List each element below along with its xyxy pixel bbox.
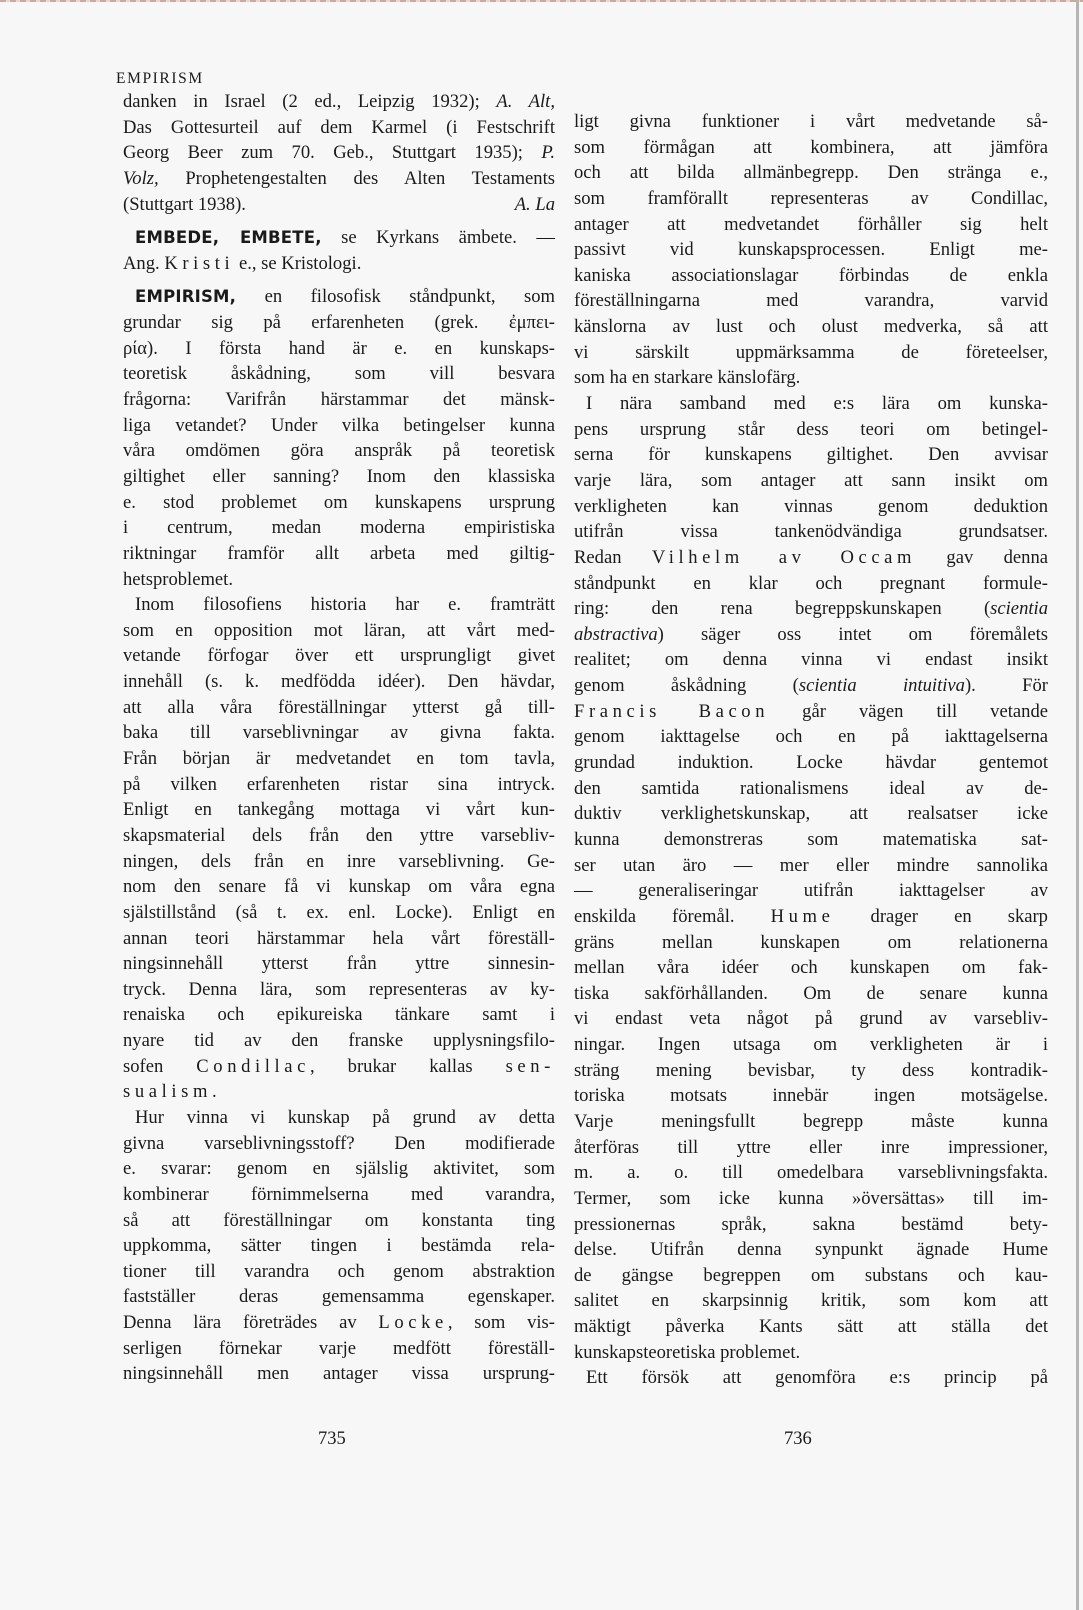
text-line: serligen förnekar varje medfött föreställ- — [123, 1337, 555, 1359]
text-line: tioner till varandra och genom abstraktion — [123, 1260, 555, 1282]
text-line: sträng mening bevisbar, ty dess kontradik- — [574, 1059, 1048, 1081]
text-line: nom den senare få vi kunskap om våra egna — [123, 876, 555, 898]
text-line: kombinerar förnimmelserna med varandra, — [123, 1183, 555, 1205]
text-line: ningen, dels från en inre varseblivning. Ge- — [123, 850, 555, 872]
text-line: kaniska associationslagar förbindas de enkla — [574, 264, 1048, 286]
text-line: ligt givna funktioner i vårt medvetande så- — [574, 111, 1048, 132]
text-line: skapsmaterial dels från den yttre varsebliv- — [123, 824, 555, 846]
text-line: ser utan äro — mer eller mindre sannolika — [574, 854, 1048, 876]
text-line: genom iakttagelse och en på iakttagelserna — [574, 726, 1048, 748]
text-line: e. svarar: genom en själslig aktivitet, som — [123, 1158, 555, 1180]
text-line: EMBEDE, EMBETE, se Kyrkans ämbete. — — [135, 227, 555, 249]
entry-empirism — [123, 284, 555, 1387]
text-line: passivt vid kunskapsprocessen. Enligt me- — [574, 239, 1048, 261]
text-line: sofen Condillac, brukar kallas sen- — [123, 1055, 555, 1077]
text-line: som ha en starkare känslofärg. — [574, 367, 801, 389]
text-line: ståndpunkt en klar och pregnant formule- — [574, 572, 1048, 594]
text-line: EMPIRISM, en filosofisk ståndpunkt, som — [135, 286, 555, 308]
text-line: sualism. — [123, 1081, 217, 1103]
text-line: känslorna av lust och olust medverka, så att — [574, 316, 1048, 338]
text-line: kunskapsteoretiska problemet. — [574, 1341, 801, 1363]
text-line: våra omdömen göra anspråk på teoretisk — [123, 440, 555, 462]
text-line: genom åskådning (scientia intuitiva). För — [574, 675, 1048, 697]
text-line: serna för kunskapens giltighet. Den avvisar — [574, 444, 1048, 466]
headword: EMPIRISM, — [135, 287, 237, 307]
text-line: abstractiva) säger oss intet om föremålets — [574, 623, 1048, 645]
text-line: delse. Utifrån denna synpunkt ägnade Hume — [574, 1239, 1048, 1261]
text-line: Termer, som icke kunna »översättas» till im- — [574, 1187, 1048, 1209]
page-right-edge — [1076, 0, 1079, 1610]
text-line: kunna demonstreras som matematiska sat- — [574, 828, 1048, 850]
text-line: nyare tid av den franske upplysningsfilo- — [123, 1030, 555, 1052]
text-line: liga vetandet? Under vilka betingelser kunna — [123, 414, 555, 436]
reference-block — [123, 89, 555, 217]
text-line: Volz, Prophetengestalten des Alten Testaments — [123, 167, 555, 189]
text-line: mäktigt påverka Kants sätt att ställa det — [574, 1316, 1048, 1338]
text-line: I nära samband med e:s lära om kunska- — [586, 393, 1048, 415]
text-line: pressionernas språk, sakna bestämd bety- — [574, 1213, 1048, 1235]
text-line: verkligheten kan vinnas genom deduktion — [574, 495, 1048, 517]
text-line: tryck. Denna lära, som representeras av ky- — [123, 978, 555, 1000]
text-line: annan teori härstammar hela vårt föreställ- — [123, 927, 555, 949]
page-number-left: 735 — [318, 1429, 346, 1449]
text-line: utifrån vissa tankenödvändiga grundsatser. — [574, 521, 1048, 543]
text-line: mellan våra idéer och kunskapen om fak- — [574, 957, 1048, 979]
text-line: ningar. Ingen utsaga om verkligheten är i — [574, 1034, 1048, 1056]
text-line: frågorna: Varifrån härstammar det mänsk- — [123, 389, 555, 411]
text-line: hetsproblemet. — [123, 568, 233, 590]
text-line: Denna lära företrädes av Locke, som vis- — [123, 1312, 555, 1334]
page-number-right: 736 — [784, 1429, 812, 1449]
text-line: själstillstånd (så t. ex. enl. Locke). Enligt en — [123, 901, 555, 923]
text-line: ring: den rena begreppskunskapen (scientia — [574, 598, 1048, 620]
text-line: Georg Beer zum 70. Geb., Stuttgart 1935); P. — [123, 142, 555, 164]
text-line: baka till varseblivningar av givna fakta. — [123, 722, 555, 744]
text-line: Ett försök att genomföra e:s princip på — [586, 1367, 1048, 1389]
running-head: EMPIRISM — [116, 70, 204, 87]
text-line: Inom filosofiens historia har e. framträtt — [135, 594, 555, 616]
text-line: som en opposition mot läran, att vårt med- — [123, 619, 555, 641]
text-line: Francis Bacon går vägen till vetande — [574, 700, 1048, 722]
text-line: m. a. o. till omedelbara varseblivningsfakta. — [574, 1162, 1048, 1184]
text-line: e. stod problemet om kunskapens ursprung — [123, 491, 555, 513]
text-line: så att föreställningar om konstanta ting — [123, 1209, 555, 1231]
text-line: toriska motsats innebär ingen motsägelse. — [574, 1085, 1048, 1107]
text-line: pens ursprung står dess teori om betingel- — [574, 418, 1048, 440]
text-line: realitet; om denna vinna vi endast insikt — [574, 649, 1048, 671]
text-line: den samtida rationalismens ideal av de- — [574, 777, 1048, 799]
text-line: fastställer deras gemensamma egenskaper. — [123, 1286, 555, 1308]
text-line: giltighet eller sanning? Inom den klassiska — [123, 465, 555, 487]
text-line: ningsinnehåll ytterst från yttre sinnesin- — [123, 953, 555, 975]
text-line: givna varseblivningsstoff? Den modifierade — [123, 1132, 555, 1154]
text-line: gräns mellan kunskapen om relationerna — [574, 931, 1048, 953]
text-line: i centrum, medan moderna empiristiska — [123, 517, 555, 539]
text-line: Varje meningsfullt begrepp måste kunna — [574, 1110, 1048, 1132]
right-column — [574, 109, 1048, 1391]
text-line: på vilken erfarenheten ristar sina intryck. — [123, 773, 555, 795]
text-line: vi särskilt uppmärksamma de företeelser, — [574, 341, 1048, 363]
text-line: ρία). I första hand är e. en kunskaps- — [123, 337, 555, 359]
text-line: och att bilda allmänbegrepp. Den stränga e., — [574, 162, 1048, 184]
text-line: grundar sig på erfarenheten (grek. ἐμπει- — [123, 312, 555, 334]
text-line: renaiska och epikureiska tänkare samt i — [123, 1004, 555, 1026]
headword: EMBEDE, EMBETE, — [135, 228, 322, 248]
left-column — [123, 89, 555, 1387]
text-line: som framförallt representeras av Condillac, — [574, 187, 1048, 209]
text-line: riktningar framför allt arbeta med giltig- — [123, 542, 555, 564]
entry-embede — [123, 225, 555, 276]
text-line: ningsinnehåll men antager vissa ursprung- — [123, 1363, 555, 1385]
text-line: teoretisk åskådning, som vill besvara — [123, 363, 555, 385]
text-line: vetande förfogar över ett ursprungligt givet — [123, 645, 555, 667]
text-line: Enligt en tankegång mottaga vi vårt kun- — [123, 799, 555, 821]
text-line: uppkomma, sätter tingen i bestämda rela- — [123, 1235, 555, 1257]
text-line: att alla våra föreställningar ytterst gå till- — [123, 696, 555, 718]
text-line: innehåll (s. k. medfödda idéer). Den hävdar, — [123, 671, 555, 693]
page-top-edge — [0, 0, 1083, 2]
text-line: föreställningarna med varandra, varvid — [574, 290, 1048, 312]
text-line: duktiv verklighetskunskap, att realsatser icke — [574, 803, 1048, 825]
text-line: Från början är medvetandet en tom tavla, — [123, 748, 555, 770]
text-line: danken in Israel (2 ed., Leipzig 1932); A. Alt, — [123, 91, 555, 112]
text-line: tiska sakförhållanden. Om de senare kunna — [574, 982, 1048, 1004]
text-line: Ang. Kristi e., se Kristologi. — [123, 252, 362, 274]
text-line: grundad induktion. Locke hävdar gentemot — [574, 752, 1048, 774]
text-line: vi endast veta något på grund av varsebliv- — [574, 1008, 1048, 1030]
text-line: Hur vinna vi kunskap på grund av detta — [135, 1106, 555, 1128]
text-line: Das Gottesurteil auf dem Karmel (i Festschrift — [123, 116, 555, 138]
text-line: (Stuttgart 1938). A. La — [123, 192, 555, 218]
author-signature: A. La — [514, 193, 555, 215]
text-line: antager att medvetandet förhåller sig helt — [574, 213, 1048, 235]
text-line: de gängse begreppen om substans och kau- — [574, 1264, 1048, 1286]
text-line: som förmågan att kombinera, att jämföra — [574, 136, 1048, 158]
text-line: Redan Vilhelm av Occam gav denna — [574, 546, 1048, 568]
text-line: varje lära, som antager att sann insikt om — [574, 469, 1048, 491]
text-line: återföras till yttre eller inre impressioner, — [574, 1136, 1048, 1158]
text-line: enskilda föremål. Hume drager en skarp — [574, 905, 1048, 927]
text-line: — generaliseringar utifrån iakttagelser av — [574, 880, 1048, 902]
text-line: salitet en skarpsinnig kritik, som kom att — [574, 1290, 1048, 1312]
